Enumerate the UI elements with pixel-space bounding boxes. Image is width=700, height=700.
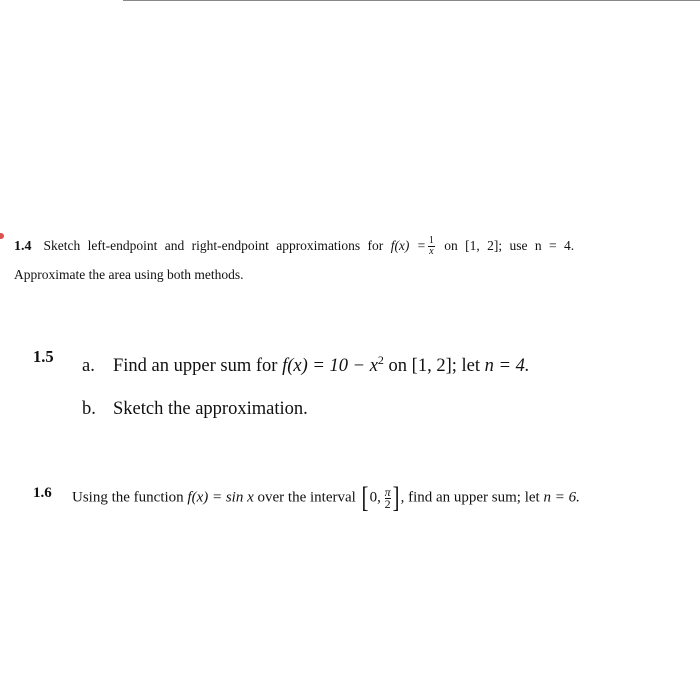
- problem-number: 1.4: [14, 239, 32, 254]
- margin-marker: [0, 233, 4, 239]
- fraction-numerator: 1: [428, 235, 434, 247]
- fraction-denominator: 2: [384, 496, 391, 511]
- fraction-numerator: π: [384, 484, 391, 499]
- fraction-pi-over-two: [384, 484, 391, 511]
- part-a-text: Find an upper sum for: [113, 356, 278, 376]
- problem-text: Using the function: [72, 489, 184, 506]
- interval-text: on [1, 2]; let: [388, 356, 480, 376]
- n-value: n = 6.: [543, 489, 580, 506]
- n-value: use n = 4.: [509, 238, 575, 253]
- top-rule: [123, 0, 700, 1]
- problem-text-end: , find an upper sum; let: [400, 489, 540, 506]
- problem-text: Sketch left-endpoint and right-endpoint approximations for: [43, 238, 384, 253]
- interval-close-bracket: ]: [392, 481, 400, 514]
- interval-label: over the interval: [257, 489, 356, 506]
- problem-number: 1.5: [33, 347, 54, 366]
- fraction-denominator: x: [429, 246, 434, 258]
- interval-text: on [1, 2];: [444, 238, 503, 253]
- interval-open-bracket: [: [361, 481, 369, 514]
- exponent: 2: [377, 353, 384, 367]
- problem-1-4-line2: Approximate the area using both methods.: [14, 267, 244, 282]
- problem-1-5-part-b: [82, 399, 308, 420]
- interval-zero: 0,: [369, 489, 381, 506]
- part-label: b.: [82, 399, 96, 419]
- n-value: n = 4.: [484, 356, 530, 376]
- problem-1-5-part-a: [82, 353, 529, 377]
- function-lhs: f(x) =: [390, 238, 426, 253]
- function-expression: f(x) = sin x: [187, 489, 254, 506]
- part-label: a.: [82, 356, 95, 376]
- problem-1-6: [72, 481, 580, 514]
- problem-number: 1.6: [33, 485, 52, 501]
- problem-1-4: [14, 232, 684, 289]
- function-expression: f(x) = 10 − x: [282, 356, 378, 376]
- part-b-text: Sketch the approximation.: [113, 399, 308, 419]
- problem-1-4-line1: [14, 232, 684, 261]
- fraction-one-over-x: [428, 236, 435, 257]
